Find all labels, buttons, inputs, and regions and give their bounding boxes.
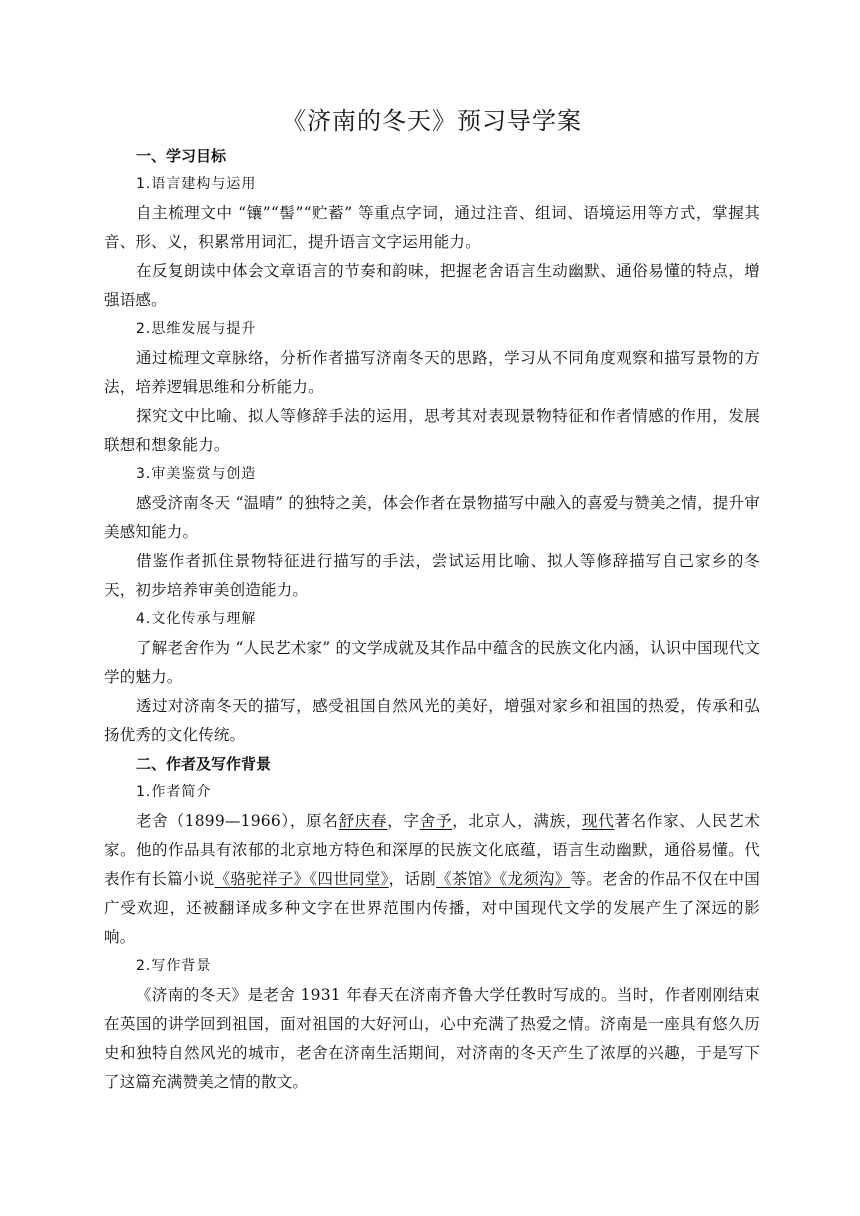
- author-intro-paragraph: [104, 807, 760, 952]
- paragraph: 《济南的冬天》是老舍 1931 年春天在济南齐鲁大学任教时写成的。当时，作者刚刚结束在英国的讲学回到祖国，面对祖国的大好河山，心中充满了热爱之情。济南是一座具有悠久历史和独特自然风光的城市，老舍在济南生活期间，对济南的冬天产生了浓厚的兴趣，于是写下了这篇充满赞美之情的散文。: [104, 986, 760, 1091]
- paragraph: 自主梳理文中 “镶”“髻”“贮蓄” 等重点字词，通过注音、组词、语境运用等方式，掌握其音、形、义，积累常用词汇，提升语言文字运用能力。: [104, 204, 760, 251]
- paragraph: 借鉴作者抓住景物特征进行描写的手法，尝试运用比喻、拟人等修辞描写自己家乡的冬天，初步培养审美创造能力。: [104, 552, 760, 599]
- underlined-era: 现代: [582, 812, 615, 830]
- subheading-culture: 4.文化传承与理解: [136, 611, 257, 627]
- underlined-courtesy-name: 舍予: [419, 812, 453, 830]
- subheading-writing-background: 2.写作背景: [136, 958, 212, 974]
- underlined-dramas: 《茶馆》《龙须沟》: [436, 870, 571, 888]
- subheading-language: 1.语言建构与运用: [136, 176, 257, 192]
- document-body: [104, 142, 760, 1097]
- subheading-author-intro: 1.作者简介: [136, 784, 212, 800]
- underlined-original-name: 舒庆春: [338, 812, 388, 830]
- paragraph: 通过梳理文章脉络，分析作者描写济南冬天的思路，学习从不同角度观察和描写景物的方法，培养逻辑思维和分析能力。: [104, 349, 760, 396]
- paragraph: 了解老舍作为 “人民艺术家” 的文学成就及其作品中蕴含的民族文化内涵，认识中国现代文学的魅力。: [104, 639, 760, 686]
- text-run: 老舍（1899—1966），原名: [136, 812, 339, 830]
- text-run: 等。老舍的作品不仅在中国广受欢迎，还被翻译成多种文字在世界范围内传播，对中国现代文学的发展产生了深远的影响。: [104, 870, 760, 946]
- section-heading-learning-goals: 一、学习目标: [136, 147, 227, 165]
- subheading-thinking: 2.思维发展与提升: [136, 321, 257, 337]
- subheading-aesthetics: 3.审美鉴赏与创造: [136, 466, 257, 482]
- text-run: ，北京人，满族，: [452, 812, 583, 830]
- page-title: 《济南的冬天》预习导学案: [282, 107, 582, 135]
- paragraph: 在反复朗读中体会文章语言的节奏和韵味，把握老舍语言生动幽默、通俗易懂的特点，增强语感。: [104, 262, 760, 309]
- text-run: ，字: [387, 812, 420, 830]
- paragraph: 感受济南冬天 “温晴” 的独特之美，体会作者在景物描写中融入的喜爱与赞美之情，提升审美感知能力。: [104, 494, 760, 541]
- underlined-novels: 《骆驼祥子》《四世同堂》: [214, 870, 389, 888]
- text-run: 著名作家、人民艺术家。他的作品具有浓郁的北京地方特色和深厚的民族文化底蕴，语言生动幽默，通俗易懂。代表作有长篇小说: [104, 812, 761, 888]
- paragraph: 探究文中比喻、拟人等修辞手法的运用，思考其对表现景物特征和作者情感的作用，发展联想和想象能力。: [104, 407, 760, 454]
- section-heading-author-background: 二、作者及写作背景: [136, 755, 272, 773]
- paragraph: 透过对济南冬天的描写，感受祖国自然风光的美好，增强对家乡和祖国的热爱，传承和弘扬优秀的文化传统。: [104, 697, 760, 744]
- text-run: ，话剧: [388, 870, 437, 888]
